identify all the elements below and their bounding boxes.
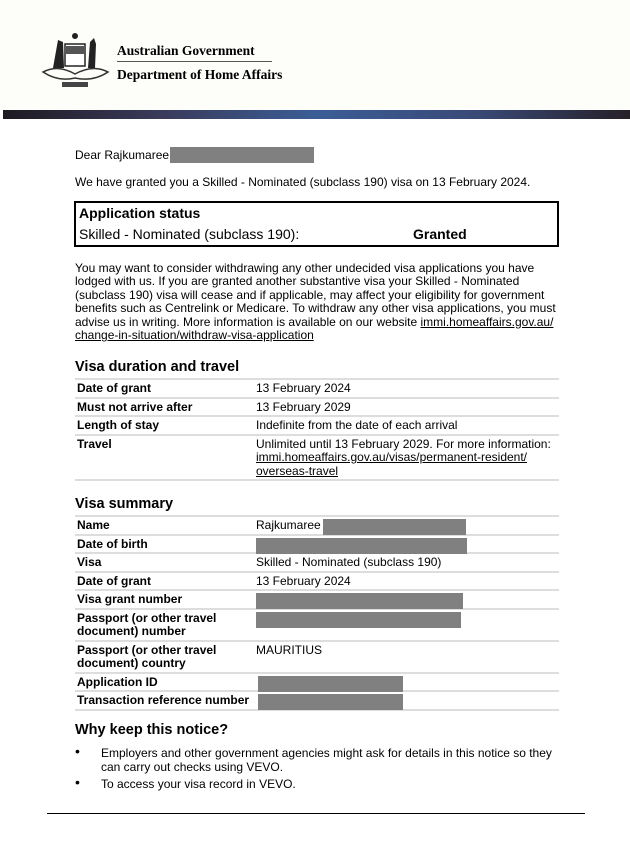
value-text: 13 February 2024 <box>256 573 351 588</box>
travel-link[interactable]: immi.homeaffairs.gov.au/visas/permanent-resident/ overseas-travel <box>256 450 528 478</box>
row-label: Transaction reference number <box>77 693 250 707</box>
row-value <box>256 575 559 589</box>
status-title: Application status <box>79 205 201 221</box>
row-value <box>256 694 559 708</box>
row-label: Travel <box>77 436 112 451</box>
table-row <box>75 610 559 642</box>
row-label: Length of stay <box>77 418 160 432</box>
row-label: Must not arrive after <box>77 399 193 414</box>
redacted-value <box>258 694 403 710</box>
row-value <box>256 538 559 552</box>
value-text: Unlimited until 13 February 2029. For more information: <box>256 436 551 451</box>
withdraw-notice <box>75 262 560 342</box>
table-row <box>75 554 559 573</box>
row-value <box>256 556 559 570</box>
table-row <box>75 536 559 555</box>
row-label: Date of birth <box>77 536 148 551</box>
redacted-value <box>258 676 403 692</box>
redacted-value <box>323 519 466 535</box>
redacted-value <box>256 612 461 628</box>
row-value <box>256 593 559 607</box>
row-label: Passport (or other travel document) number <box>77 610 217 638</box>
value-text: Skilled - Nominated (subclass 190) <box>256 555 442 569</box>
table-row <box>75 380 559 399</box>
value-text: Rajkumaree <box>256 518 321 532</box>
greeting: Dear Rajkumaree <box>75 148 170 162</box>
row-value <box>256 644 559 671</box>
table-row <box>75 399 559 418</box>
value-text: Indefinite from the date of each arrival <box>256 418 458 432</box>
redacted-surname <box>170 147 314 163</box>
summary-table <box>75 515 559 711</box>
table-row <box>75 417 559 436</box>
department-name: Department of Home Affairs <box>117 67 283 82</box>
status-visa: Skilled - Nominated (subclass 190): <box>79 226 300 242</box>
row-label: Visa grant number <box>77 592 183 606</box>
footer-rule <box>47 813 585 814</box>
value-text: MAURITIUS <box>256 642 322 657</box>
redacted-value <box>256 538 467 554</box>
table-row <box>75 674 559 693</box>
coat-of-arms-logo <box>38 30 113 98</box>
table-row <box>75 573 559 592</box>
status-value: Granted <box>413 226 467 242</box>
row-label: Date of grant <box>77 381 152 395</box>
bullet-text: Employers and other government agencies might ask for details in this notice so they can carry out checks using VEVO. <box>101 746 552 774</box>
divider <box>117 61 272 62</box>
row-value <box>256 612 559 639</box>
table-row <box>75 692 559 711</box>
value-text: 13 February 2024 <box>256 381 351 395</box>
application-status-box <box>74 201 559 247</box>
summary-heading: Visa summary <box>75 496 174 512</box>
withdraw-link[interactable]: immi.homeaffairs.gov.au/ change-in-situation/withdraw-visa-application <box>75 314 554 343</box>
row-label: Name <box>77 518 110 532</box>
row-label: Passport (or other travel document) country <box>77 642 217 670</box>
table-row <box>75 642 559 674</box>
bullet-text: To access your visa record in VEVO. <box>101 777 296 791</box>
row-label: Date of grant <box>77 573 152 588</box>
row-label: Visa <box>77 555 102 569</box>
row-value <box>256 676 559 690</box>
notice-text: You may want to consider withdrawing any other undecided visa applications you have lodged with us. If you are granted another substantive visa your Skilled - Nominated (subclass 190) visa will cease and if applicable, may affect your eligibility for government benefits such as Centrelink or Medicare. To withdraw any other visa applications, you must advise us in writing. More information is available on our website <box>75 261 556 329</box>
row-label: Application ID <box>77 674 158 689</box>
row-value <box>256 419 559 433</box>
row-value <box>256 519 559 533</box>
grant-intro: We have granted you a Skilled - Nominated (subclass 190) visa on 13 February 2024. <box>75 175 531 189</box>
table-row <box>75 591 559 610</box>
row-value <box>256 438 559 479</box>
row-value <box>256 382 559 396</box>
redacted-value <box>256 593 463 609</box>
value-text: 13 February 2029 <box>256 399 351 414</box>
duration-heading: Visa duration and travel <box>75 359 240 375</box>
duration-table <box>75 378 559 481</box>
why-heading: Why keep this notice? <box>75 722 229 738</box>
letterhead <box>0 0 630 110</box>
header-band <box>3 110 630 119</box>
org-name: Australian Government <box>117 43 255 58</box>
table-row <box>75 517 559 536</box>
table-row <box>75 436 559 482</box>
row-value <box>256 401 559 415</box>
